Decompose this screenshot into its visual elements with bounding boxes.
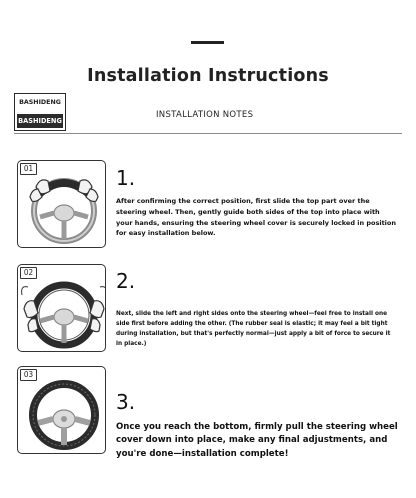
header-divider (14, 133, 402, 134)
brand-logo-top-text: BASHIDENG (19, 99, 61, 106)
step-2-badge: 02 (20, 267, 37, 279)
installation-notes-label: INSTALLATION NOTES (156, 110, 254, 120)
step-3-image (17, 366, 106, 454)
brand-logo-bottom-text: BASHIDENG (17, 114, 63, 128)
step-1-text: After confirming the correct position, first slide the top part over the steering wheel. Then, gently guide both sides of the top into place with your hands, ensuring the steering wheel cover is securely locked in position for easy installation below. (116, 197, 396, 238)
step-3-number: 3. (116, 390, 136, 414)
step-2-number: 2. (116, 269, 136, 293)
top-accent-bar (191, 41, 224, 44)
step-1-number: 1. (116, 166, 136, 190)
step-2-image (17, 264, 106, 352)
step-1-image (17, 160, 106, 248)
step-1-badge: 01 (20, 163, 37, 175)
step-3-badge: 03 (20, 369, 37, 381)
page-title: Installation Instructions (87, 66, 329, 86)
step-2-text: Next, slide the left and right sides onto the steering wheel—feel free to install one side first before adding the other. (The rubber seal is elastic; it may feel a bit tight during installation, but that's perfectly normal—just apply a bit of force to secure it in place.) (116, 311, 391, 347)
brand-logo (14, 93, 66, 131)
step-3-text: Once you reach the bottom, firmly pull the steering wheel cover down into place, make any final adjustments, and you're done—installation complete! (116, 422, 398, 459)
